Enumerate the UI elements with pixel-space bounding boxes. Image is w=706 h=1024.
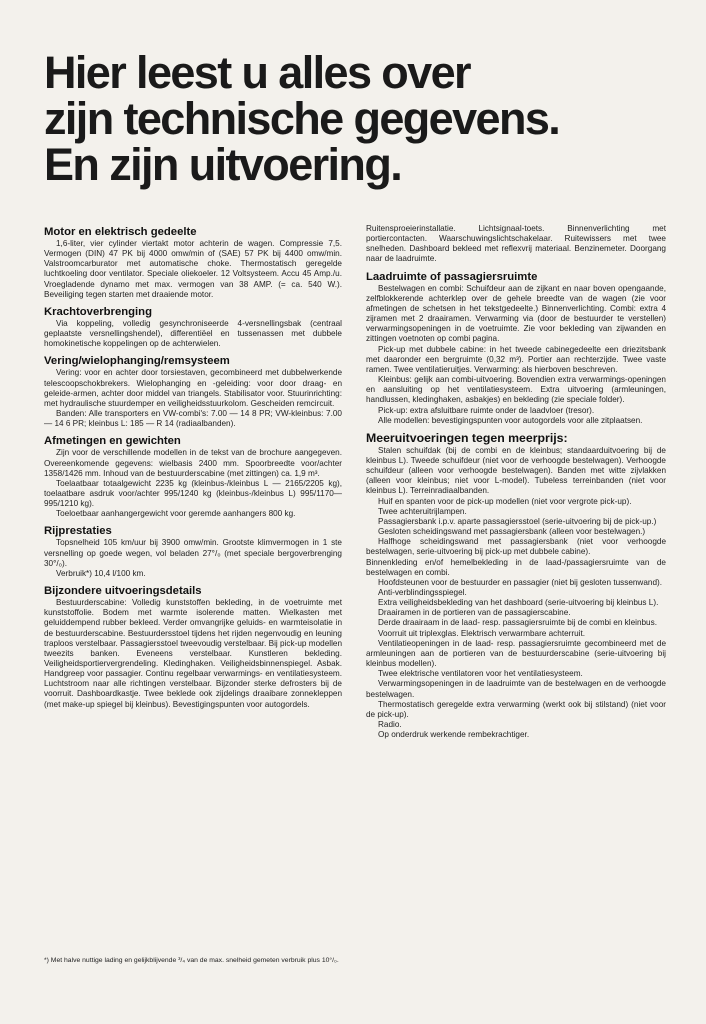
list-item: Derde draairaam in de laad- resp. passagiersruimte bij de combi en kleinbus. (378, 618, 657, 628)
paragraph: Toeloetbaar aanhangergewicht voor geremde aanhangers 800 kg. (56, 509, 296, 519)
list-item: Passagiersbank i.p.v. aparte passagiersstoel (serie-uitvoering bij de pick-up.) (378, 516, 657, 526)
paragraph: 1,6-liter, vier cylinder viertakt motor achterin de wagen. Compressie 7,5. Vermogen (DIN) 47 PK bij 4000 omw/min of (SAE) 57 PK bij 4400 omw/min. Valstroomcarburator met automatische choke. Thermostatisch geregelde luchtkoeling door ventilator. Speciale oliekoeler. 12 Voltsysteem. Accu 45 Amp./u. Vroegladende dynamo met max. vermogen van 38 AMP. (= ca. 540 W.). Beveiliging tegen starten met draaiende motor. (44, 239, 342, 299)
footnote: *) Met halve nuttige lading en gelijkblijvende ³/₄ van de max. snelheid gemeten verbruik plus 10°/₀. (44, 957, 339, 964)
paragraph: Ruitensproeierinstallatie. Lichtsignaal-toets. Binnenverlichting met portiercontacten. Waarschuwingslichtschakelaar. Ruitewissers met twee snelheden. Dashboard bekleed met reflexvrij materiaal. Benzinemeter. Doorgang naar de laadruimte. (366, 224, 666, 264)
section-title: Motor en elektrisch gedeelte (44, 226, 197, 238)
list-item: Twee elektrische ventilatoren voor het ventilatiesysteem. (378, 669, 583, 679)
section-bijzondere (44, 584, 342, 710)
paragraph: Pick-up: extra afsluitbare ruimte onder de laadvloer (tresor). (378, 405, 595, 415)
left-column (44, 224, 342, 715)
list-item: Binnenkleding en/of hemelbekleding in de laad-/passagiersruimte van de bestelwagen en combi. (366, 557, 666, 577)
headline-line-2: zijn technische gegevens. (44, 93, 560, 144)
section-afmetingen (44, 434, 342, 519)
list-item: Anti-verblindingsspiegel. (378, 588, 467, 597)
list-item: Huif en spanten voor de pick-up modellen (niet voor vergrote pick-up). (378, 496, 632, 506)
paragraph: Via koppeling, volledig gesynchroniseerde 4-versnellingsbak (centraal geplaatste versnellingshendel), differentiëel en tussenassen met dubbele homokinetische koppelingen op de achterwielen. (44, 318, 342, 349)
section-meeruitvoeringen (366, 431, 666, 741)
list-item: Draairamen in de portieren van de passagierscabine. (378, 608, 571, 618)
paragraph: Toelaatbaar totaalgewicht 2235 kg (kleinbus-/kleinbus L — 2165/2205 kg), toelaatbare asdruk voor/achter 995/1240 kg (kleinbus-/kleinbus L) 995/1170—995/1210 kg). (44, 478, 342, 509)
list-item: Extra veiligheidsbekleding van het dashboard (serie-uitvoering bij kleinbus L). (378, 598, 659, 608)
right-column (366, 224, 666, 745)
paragraph: Verbruik*) 10,4 l/100 km. (56, 568, 146, 578)
list-item: Stalen schuifdak (bij de combi en de kleinbus; standaarduitvoering bij de kleinbus L). Tweede schuifdeur (niet voor de verhoogde bestelwagen). Verhoogde schuifdeur (alleen voor verhoogde bestelwagen). Banden met witte zijvlakken (alleen voor kleinbus; niet voor L-model). Tubeless terreinbanden (niet voor kleinbus L). Terreinradiaalbanden. (366, 445, 666, 496)
list-item: Halfhoge scheidingswand met passagiersbank (niet voor verhoogde bestelwagen, serie-uitvoering bij pick-up met dubbele cabine). (366, 537, 666, 557)
list-item: Hoofdsteunen voor de bestuurder en passagier (niet bij gesloten tussenwand). (378, 577, 663, 587)
section-title: Krachtoverbrenging (44, 305, 152, 318)
section-krachtoverbrenging (44, 305, 342, 349)
paragraph: Banden: Alle transporters en VW-combi's: 7.00 — 14 8 PR; VW-kleinbus: 7.00 — 14 6 PR; kleinbus L: 185 — R 14 (radiaalbanden). (44, 409, 342, 429)
section-title: Bijzondere uitvoeringsdetails (44, 585, 202, 598)
list-item: Twee achteruitrijlampen. (378, 506, 467, 516)
list-item: Ventilatieopeningen in de laad- resp. passagiersruimte gecombineerd met de armleuningen aan de portieren van de bestuurderscabine (serie-uitvoering bij kleinbus modellen). (366, 638, 666, 669)
paragraph: Pick-up met dubbele cabine: in het tweede cabinegedeelte een driezitsbank met daaronder een bergruimte (0,32 m³). Portier aan rechterzijde. Twee vaste ramen. Twee ventilatieruitjes. Verwarming: als hierboven beschreven. (366, 344, 666, 374)
section-vering (44, 354, 342, 429)
paragraph: Bestelwagen en combi: Schuifdeur aan de zijkant en naar boven opengaande, zelfblokkerende achterklep over de gehele breedte van de wagen (zie voor afmetingen de schetsen in het tekstgedeelte.) Binnenverlichting. Combi: extra 4 zijramen met 2 draairamen. Verwarming via (door de bestuurder te verstellen) verwarmingsopeningen in de voetruimte. Zie voor bekleding van zijwanden en zittingen voetnoten op combi pagina. (366, 283, 666, 344)
list-item: Radio. (378, 720, 402, 730)
section-laadruimte (366, 270, 666, 426)
list-item: Verwarmingsopeningen in de laadruimte van de bestelwagen en de verhoogde bestelwagen. (366, 679, 666, 699)
list-item: Op onderdruk werkende rembekrachtiger. (378, 730, 530, 740)
list-item: Gesloten scheidingswand met passagiersbank (alleen voor bestelwagen.) (378, 527, 646, 537)
section-title: Laadruimte of passagiersruimte (366, 270, 538, 283)
section-title: Meeruitvoeringen tegen meerprijs: (366, 430, 568, 445)
paragraph: Vering: voor en achter door torsiestaven, gecombineerd met dubbelwerkende telescoopschokbrekers. Wielophanging en -geleiding: voor door draag- en geleide-armen, achter door middel van triangels. Stabilisator voor. Stuurinrichting: met hydraulische stuurdemper en veiligheidsstuurkolom. Gescheiden remcircuit. (44, 368, 342, 408)
section-motor (44, 225, 342, 300)
headline-line-1: Hier leest u alles over (44, 47, 470, 98)
paragraph: Zijn voor de verschillende modellen in de tekst van de brochure aangegeven. Overeenkomende gegevens: wielbasis 2400 mm. Spoorbreedte voor/achter 1358/1426 mm. Inhoud van de bestuurderscabine (met zittingen) ca. 1,9 m³. (44, 448, 342, 478)
section-intro-continued (366, 224, 666, 265)
headline-line-3: En zijn uitvoering. (44, 139, 402, 190)
paragraph: Kleinbus: gelijk aan combi-uitvoering. Bovendien extra verwarmings-openingen en aansluiting op het ventilatiesysteem. Extra uitvoering (armleuningen, handlussen, kledinghaken, asbakjes) en bekleding (zie speciale folder). (366, 375, 666, 405)
list-item: Thermostatisch geregelde extra verwarming (werkt ook bij stilstand) (niet voor de pick-up). (366, 699, 666, 719)
paragraph: Alle modellen: bevestigingspunten voor autogordels voor alle zitplaatsen. (378, 415, 643, 425)
section-title: Afmetingen en gewichten (44, 435, 181, 448)
paragraph: Topsnelheid 105 km/uur bij 3900 omw/min. Grootste klimvermogen in 1 ste versnelling op goede wegen, vol beladen 27°/₀ (met speciale bergoverbrenging 30°/₀). (44, 538, 342, 568)
list-item: Voorruit uit triplexglas. Elektrisch verwarmbare achterruit. (378, 628, 586, 638)
section-title: Rijprestaties (44, 525, 112, 538)
page-headline (44, 47, 684, 190)
paragraph: Bestuurderscabine: Volledig kunststoffen bekleding, in de voetruimte met kunststoffolie. Bodem met warmte isolerende matten. Wielkasten met geluiddempend rubber bekleed. Verder omvangrijke geluids- en warmteisolatie in de bestuurderscabine. Bestuurdersstoel tijdens het rijden negenvoudig en leuning traploos verstelbaar. Passagiersstoel tweevoudig verstelbaar. Bij pick-up modellen tweezits banken. Eveneens verstelbaar. Kunstleren bekleding. Veiligheidsportiervergrendeling. Kledinghaken. Veiligheidsbinnenspiegel. Asbak. Handgreep voor passagier. Continu regelbaar verwarmings- en ventilatiesysteem. Luchtstroom naar alle richtingen verstelbaar. Bijzonder sterke defrosters bij de voorruit. Dashboardkastje. Twee beklede ook zijdelings draaibare zonnekleppen (met make-up spiegel bij kleinbus). Bevestigingspunten voor autogordels. (44, 598, 342, 709)
section-rijprestaties (44, 524, 342, 579)
section-title: Vering/wielophanging/remsysteem (44, 355, 230, 368)
